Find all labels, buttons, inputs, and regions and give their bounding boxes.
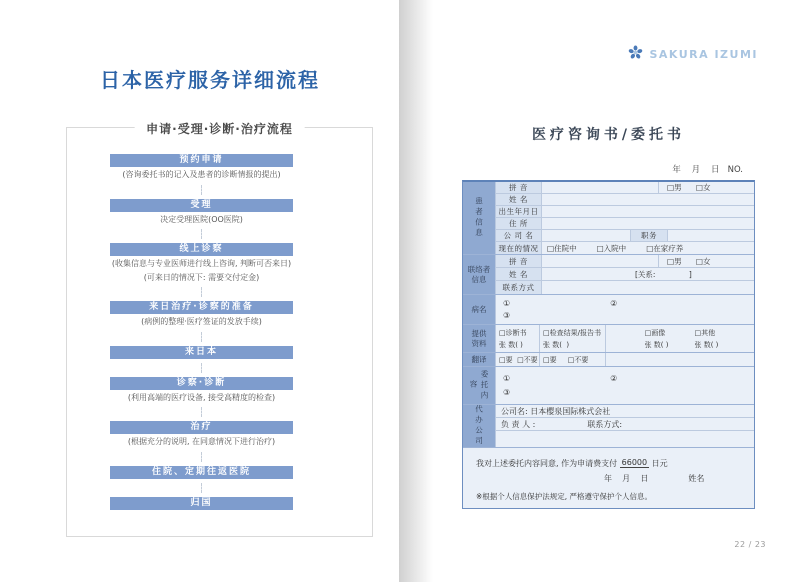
company-field — [542, 230, 630, 241]
patient-name-row: 姓 名 — [496, 194, 754, 206]
patient-address-row: 住 所 — [496, 218, 754, 230]
agreement-block — [463, 448, 754, 508]
materials-image-checkbox: □画像 张 数( ) — [644, 328, 669, 349]
medical-form-table — [462, 180, 755, 509]
flow-step — [110, 301, 372, 328]
flow-step-note: (收集信息与专业医师进行线上咨询, 判断可否来日) — [111, 259, 292, 268]
flow-header: 申请·受理·诊断·治疗流程 — [134, 120, 305, 137]
section-label-agency: 代办公司 — [463, 405, 496, 447]
section-label-contact: 联络者 信息 — [463, 255, 496, 294]
address-field — [542, 218, 754, 229]
materials-other-checkbox: □其他 张 数( ) — [694, 328, 719, 349]
agreement-date-sign-line: 年 月 日 姓名 — [604, 473, 705, 483]
flow-step — [110, 497, 372, 510]
request-fields: ① ② ③ — [496, 367, 754, 404]
flow-connector-icon — [201, 287, 202, 297]
name-field — [542, 194, 754, 205]
contact-pinyin-field — [542, 255, 658, 267]
translation-option2-checkboxes: □要 □不要 — [540, 353, 606, 366]
flow-connector-icon — [201, 483, 202, 493]
privacy-note: ※根据个人信息保护法规定, 严格遵守保护个人信息。 — [476, 492, 653, 501]
agency-empty-row — [496, 431, 754, 443]
flow-step — [110, 346, 372, 359]
flow-connector-icon — [201, 452, 202, 462]
patient-status-row: 现在的情况 □住院中 □入院中 □在家疗养 — [496, 242, 754, 254]
flow-step — [110, 199, 372, 226]
section-label-disease: 病名 — [463, 295, 496, 324]
flow-step-label: 线上诊察 — [110, 243, 293, 256]
signature-label: 姓名 — [688, 473, 705, 483]
agency-company-row: 公司名: 日本樱泉国际株式会社 — [496, 405, 754, 418]
disease-section — [463, 295, 754, 325]
status-checkboxes: □住院中 □入院中 □在家疗养 — [542, 242, 754, 254]
contact-gender-checkboxes: □男 □女 — [658, 255, 754, 267]
page-number: 22 / 23 — [734, 540, 766, 549]
flow-step-note: (可来日的情况下: 需要交付定金) — [143, 272, 260, 282]
flow-step-label: 住院、定期往返医院 — [110, 466, 293, 479]
patient-company-row: 公 司 名 职务 — [496, 230, 754, 242]
flow-step-label: 受理 — [110, 199, 293, 212]
contact-info-section — [463, 255, 754, 295]
flow-connector-icon — [201, 363, 202, 373]
page-title: 日本医疗服务详细流程 — [100, 68, 320, 92]
birth-field — [542, 206, 754, 217]
flow-step-label: 预约申请 — [110, 154, 293, 167]
flow-step-note: (根据充分的说明, 在同意情况下进行治疗) — [127, 437, 276, 446]
brand-name: SAKURA IZUMI — [649, 48, 758, 61]
flow-step-label: 治疗 — [110, 421, 293, 434]
flow-step-label: 诊察·诊断 — [110, 377, 293, 390]
translation-option1-checkboxes: □要 □不要 — [496, 353, 540, 366]
section-label-patient: 患者信息 — [463, 182, 496, 254]
flow-connector-icon — [201, 229, 202, 239]
materials-section — [463, 325, 754, 353]
patient-birth-row: 出生年月日 — [496, 206, 754, 218]
flow-step — [110, 466, 372, 479]
disease-fields: ① ② ③ — [496, 295, 754, 324]
contact-name-row: 姓 名 [关系: ] — [496, 268, 754, 281]
flow-step-note: (病例的整理·医疗签证的发放手续) — [141, 317, 262, 326]
flow-step-label: 来日治疗·诊察的准备 — [110, 301, 293, 314]
flow-step-note: (咨询委托书的记入及患者的诊断情报的提出) — [122, 170, 281, 179]
patient-pinyin-row: 拼 音 □男 □女 — [496, 182, 754, 194]
right-page — [400, 0, 800, 582]
flow-connector-icon — [201, 185, 202, 195]
fee-amount: 66000 — [621, 458, 648, 467]
contact-method-field — [542, 281, 754, 294]
flow-container — [66, 122, 373, 537]
materials-diagnosis-checkbox: □诊断书 张 数( ) — [496, 325, 540, 352]
flow-connector-icon — [201, 332, 202, 342]
section-label-materials: 提供 资料 — [463, 325, 496, 352]
request-content-section — [463, 367, 754, 405]
contact-name-field — [542, 268, 754, 280]
form-date-line: 年 月 日 NO. — [672, 165, 743, 175]
flow-step — [110, 154, 372, 181]
flow-connector-icon — [201, 407, 202, 417]
agency-section — [463, 405, 754, 448]
translation-section — [463, 353, 754, 367]
relation-field: [关系: ] — [635, 269, 692, 279]
section-label-translation: 翻译 — [463, 353, 496, 366]
form-title: 医疗咨询书/委托书 — [531, 127, 686, 143]
patient-gender-checkboxes: □男 □女 — [658, 182, 754, 193]
materials-report-checkbox: □检查结果/报告书 张 数( ) — [540, 325, 606, 352]
pinyin-field — [542, 182, 658, 193]
agency-manager-row: 负 责 人 : 联系方式: — [496, 418, 754, 431]
agreement-statement: 我对上述委托内容同意, 作为申请费支付 66000 日元 — [476, 458, 668, 468]
flow-step-label: 来日本 — [110, 346, 293, 359]
patient-info-section — [463, 182, 754, 255]
contact-method-row: 联系方式 — [496, 281, 754, 294]
position-field — [668, 230, 754, 241]
flow-step-note: (利用高端的医疗设备, 接受高精度的检查) — [127, 392, 276, 402]
flow-steps — [67, 128, 372, 510]
contact-pinyin-row: 拼 音 □男 □女 — [496, 255, 754, 268]
flow-step — [110, 243, 372, 283]
section-label-request: 委托内容 — [463, 367, 496, 404]
flow-step-note: 决定受理医院(OO医院) — [160, 214, 243, 224]
sakura-flower-icon — [628, 45, 643, 64]
flow-step — [110, 421, 372, 448]
flow-step-label: 归国 — [110, 497, 293, 510]
flow-step — [110, 377, 372, 404]
brand-logo — [628, 45, 758, 64]
